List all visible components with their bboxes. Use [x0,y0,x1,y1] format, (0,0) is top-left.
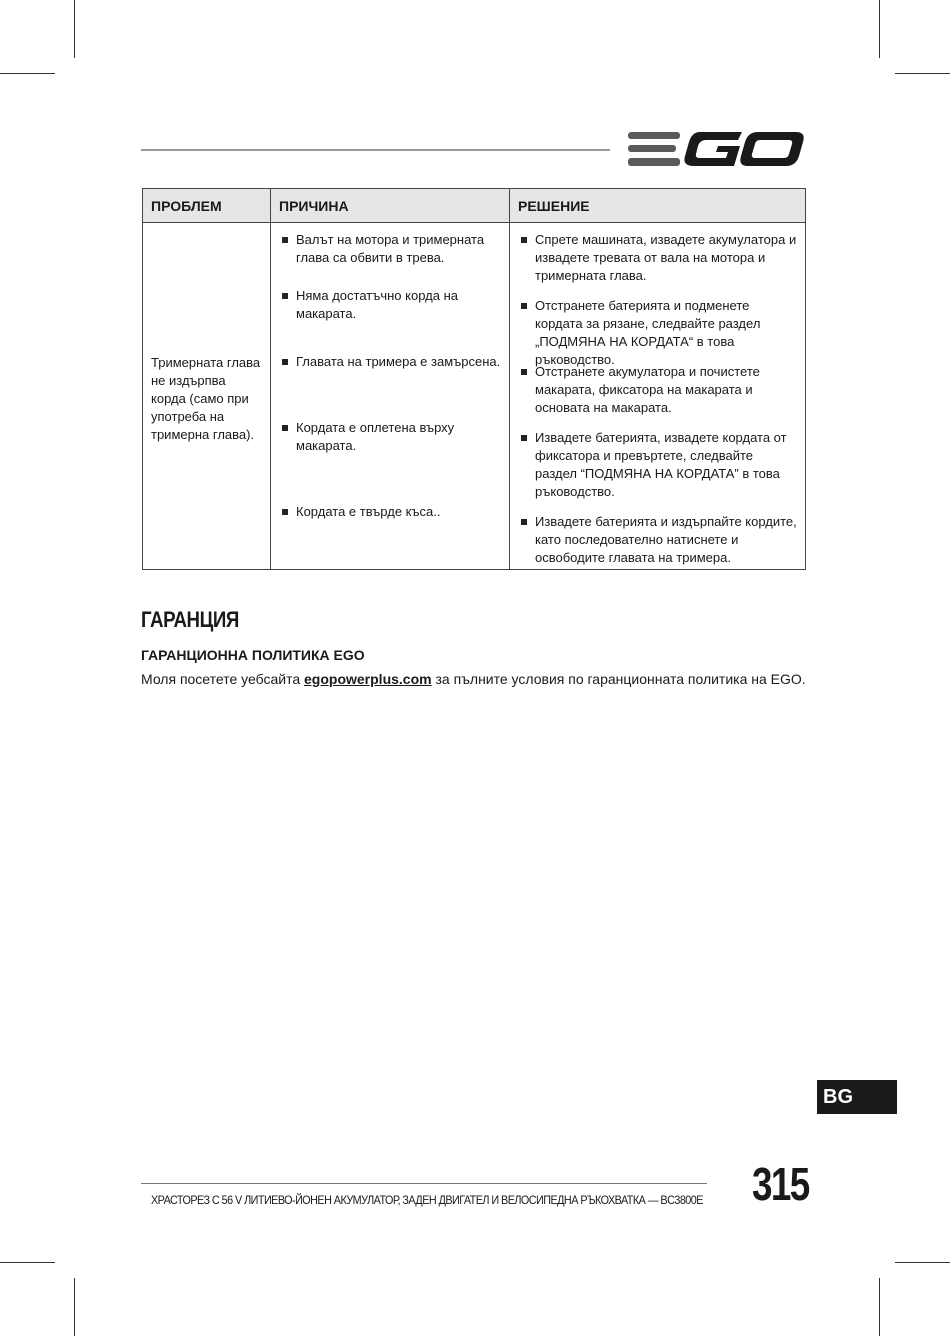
table-row [143,223,806,570]
warranty-title: ГАРАНЦИЯ [141,607,239,632]
solution-column [510,223,806,570]
page-number: 315 [752,1158,809,1210]
cause-item [271,411,509,495]
ego-logo [626,128,806,170]
cause-text: Кордата е твърде къса.. [296,504,441,519]
bullet-icon [521,303,527,309]
website-link[interactable]: egopowerplus.com [304,671,432,687]
solution-text: Спрете машината, извадете акумулатора и извадете тревата от вала на мотора и тримерната глава. [535,232,797,283]
crop-mark [879,1278,880,1336]
header-rule [141,149,610,151]
footer-rule [141,1183,707,1184]
solution-item [510,289,805,367]
header-cause: ПРИЧИНА [271,189,510,223]
cause-text: Няма достатъчно корда на макарата. [296,288,458,321]
header-solution: РЕШЕНИЕ [510,189,806,223]
bullet-icon [521,435,527,441]
solution-text: Отстранете батерията и подменете кордата за рязане, следвайте раздел „ПОДМЯНА НА КОРДАТА“ в това ръководство. [535,298,761,367]
problem-cell [143,223,271,570]
bullet-icon [521,237,527,243]
crop-mark [895,1262,950,1263]
header-problem: ПРОБЛЕМ [143,189,271,223]
cause-item [271,279,509,345]
bullet-icon [521,369,527,375]
crop-mark [0,1262,55,1263]
cause-item [271,495,509,559]
bullet-icon [282,425,288,431]
bullet-icon [282,509,288,515]
crop-mark [895,73,950,74]
footer-product-title: ХРАСТОРЕЗ С 56 V ЛИТИЕВО-ЙОНЕН АКУМУЛАТОР, ЗАДЕН ДВИГАТЕЛ И ВЕЛОСИПЕДНА РЪКОХВАТКА — BC3800E [151,1193,703,1207]
bullet-icon [282,359,288,365]
solution-text: Извадете батерията, извадете кордата от фиксатора и превъртете, следвайте раздел “ПОДМЯНА НА КОРДАТА” в това ръководство. [535,430,787,499]
cause-text: Валът на мотора и тримерната глава са обвити в трева. [296,232,485,265]
crop-mark [0,73,55,74]
crop-mark [74,1278,75,1336]
cause-column [271,223,510,570]
crop-mark [879,0,880,58]
cause-text: Главата на тримера е замърсена. [296,354,501,369]
bullet-icon [282,237,288,243]
crop-mark [74,0,75,58]
table-header-row [143,189,806,223]
solution-text: Отстранете акумулатора и почистете макарата, фиксатора на макарата и основата на макарата. [535,364,760,415]
problem-text: Тримерната глава не издърпва корда (само при употреба на тримерна глава). [151,355,261,442]
solution-text: Извадете батерията и издърпайте кордите, като последователно натиснете и освободите главата на тримера. [535,514,797,565]
solution-item [510,421,805,505]
warranty-text-after: за пълните условия по гаранционната политика на EGO. [431,671,806,687]
cause-item [271,223,509,279]
warranty-text [141,671,806,687]
warranty-text-before: Моля посетете уебсайта [141,671,305,687]
warranty-subtitle: ГАРАНЦИОННА ПОЛИТИКА EGO [141,647,365,663]
language-badge: BG [817,1080,897,1114]
troubleshooting-table [142,188,806,570]
bullet-icon [282,293,288,299]
cause-text: Кордата е оплетена върху макарата. [296,420,455,453]
solution-item [510,223,805,289]
cause-item [271,345,509,411]
solution-item [510,355,805,421]
solution-item [510,505,805,569]
bullet-icon [521,519,527,525]
